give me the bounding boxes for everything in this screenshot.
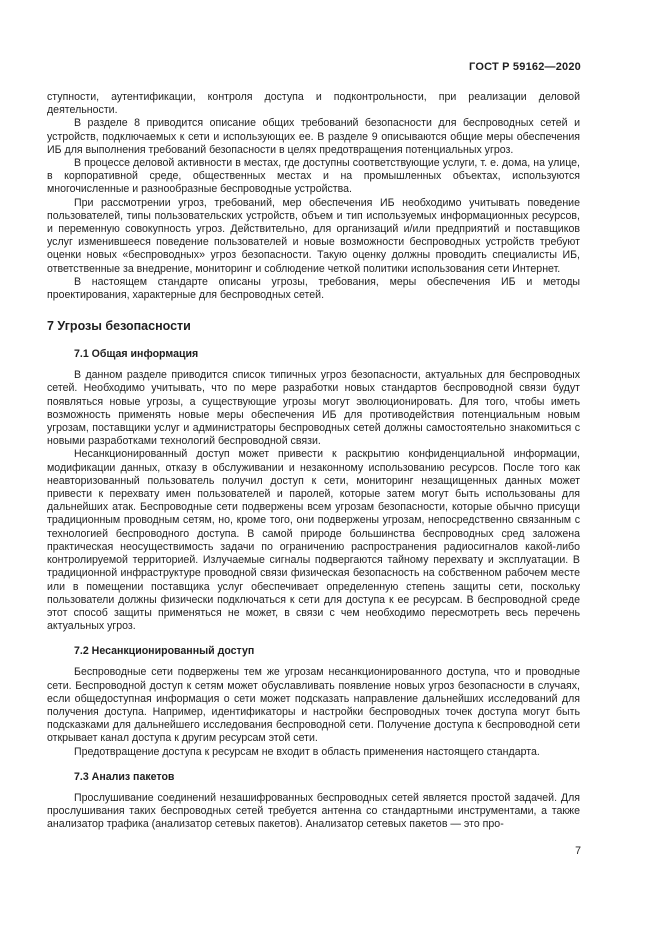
- page-body: [47, 91, 580, 831]
- paragraph: Беспроводные сети подвержены тем же угрозам несанкционированного доступа, что и проводные сети. Беспроводной доступ к сетям может обуславливать появление новых угроз безопасности в случаях, если общедоступная информация о сети может подсказать направление дальнейших исследований для получения доступа. Например, идентификаторы и настройки беспроводных точек доступа могут быть подсказками для дальнейшего исследования беспроводной сети. Получение доступа к беспроводной сети открывает канал доступа к другим ресурсам этой сети.: [47, 666, 580, 745]
- subsection-heading: 7.1 Общая информация: [74, 348, 199, 361]
- subsection-heading: 7.2 Несанкционированный доступ: [74, 645, 255, 658]
- paragraph: В настоящем стандарте описаны угрозы, требования, меры обеспечения ИБ и методы проектирования, характерные для беспроводных сетей.: [47, 275, 580, 302]
- page-number: 7: [575, 845, 581, 857]
- subsection-heading: 7.3 Анализ пакетов: [74, 770, 175, 783]
- paragraph: Предотвращение доступа к ресурсам не входит в область применения настоящего стандарта.: [74, 745, 540, 758]
- paragraph: Несанкционированный доступ может привести к раскрытию конфиденциальной информации, модификации данных, отказу в обслуживании и незаконному использованию ресурсов. После того как неавторизованный пользователь получил доступ к сети, мониторинг незащищенных данных может привести к перехвату имен пользователей и паролей, которые затем могут быть использованы для дальнейших атак. Беспроводные сети подвержены всем угрозам безопасности, которые обычно присущи традиционным проводным сетям, но, кроме того, они подвержены угрозам, непосредственно связанным с технологией беспроводного доступа. В самой природе большинства беспроводных сред заложена практическая неосуществимость задачи по ограничению распространения радиосигналов какой-либо контролируемой территорией. Излучаемые сигналы подвергаются тайному перехвату и эксплуатации. В традиционной инфраструктуре проводной связи физическая безопасность на собственном рабочем месте или в помещении поставщика услуг обеспечивает определенную степень защиты сети, поскольку пользователи должны физически подключаться к сети для доступа к ее ресурсам. В беспроводной среде этот способ защиты применяться не может, в связи с чем необходимо пересмотреть весь перечень актуальных угроз.: [47, 448, 580, 633]
- paragraph: В разделе 8 приводится описание общих требований безопасности для беспроводных сетей и устройств, подключаемых к сети и использующих ее. В разделе 9 описываются общие меры обеспечения ИБ для выполнения требований безопасности в целях предотвращения потенциальных угроз.: [47, 117, 580, 156]
- section-heading: 7 Угрозы безопасности: [47, 319, 191, 334]
- standard-header: ГОСТ Р 59162—2020: [469, 61, 581, 73]
- paragraph: ступности, аутентификации, контроля доступа и подконтрольности, при реализации деловой деятельности.: [47, 91, 580, 117]
- paragraph: При рассмотрении угроз, требований, мер обеспечения ИБ необходимо учитывать поведение пользователей, типы пользовательских устройств, объем и тип используемых информационных ресурсов, и переменную совокупность угроз. Действительно, для организаций и/или предприятий и поставщиков услуг изменившееся поведение пользователей и новые возможности беспроводных устройств требуют оценки новых «беспроводных» угроз безопасности. Такую оценку должны проводить специалисты ИБ, ответственные за внедрение, мониторинг и соблюдение четкой политики использования сети Интернет.: [47, 196, 580, 275]
- paragraph: В процессе деловой активности в местах, где доступны соответствующие услуги, т. е. дома, на улице, в корпоративной среде, общественных местах и на промышленных объектах, используются многочисленные и разнообразные беспроводные устройства.: [47, 157, 580, 196]
- paragraph: В данном разделе приводится список типичных угроз безопасности, актуальных для беспроводных сетей. Необходимо учитывать, что по мере разработки новых стандартов беспроводной связи будут появляться новые угрозы, а существующие угрозы могут эволюционировать. Для того, чтобы иметь возможность применять новые меры обеспечения ИБ для противодействия потенциальным новым угрозам, поставщики услуг и администраторы беспроводных сетей должны самостоятельно знакомиться с новыми разработками технологий беспроводной связи.: [47, 369, 580, 448]
- paragraph: Прослушивание соединений незашифрованных беспроводных сетей является простой задачей. Для прослушивания таких беспроводных сетей требуется антенна со стандартными инструментами, а также анализатор трафика (анализатор сетевых пакетов). Анализатор сетевых пакетов — это про-: [47, 791, 580, 831]
